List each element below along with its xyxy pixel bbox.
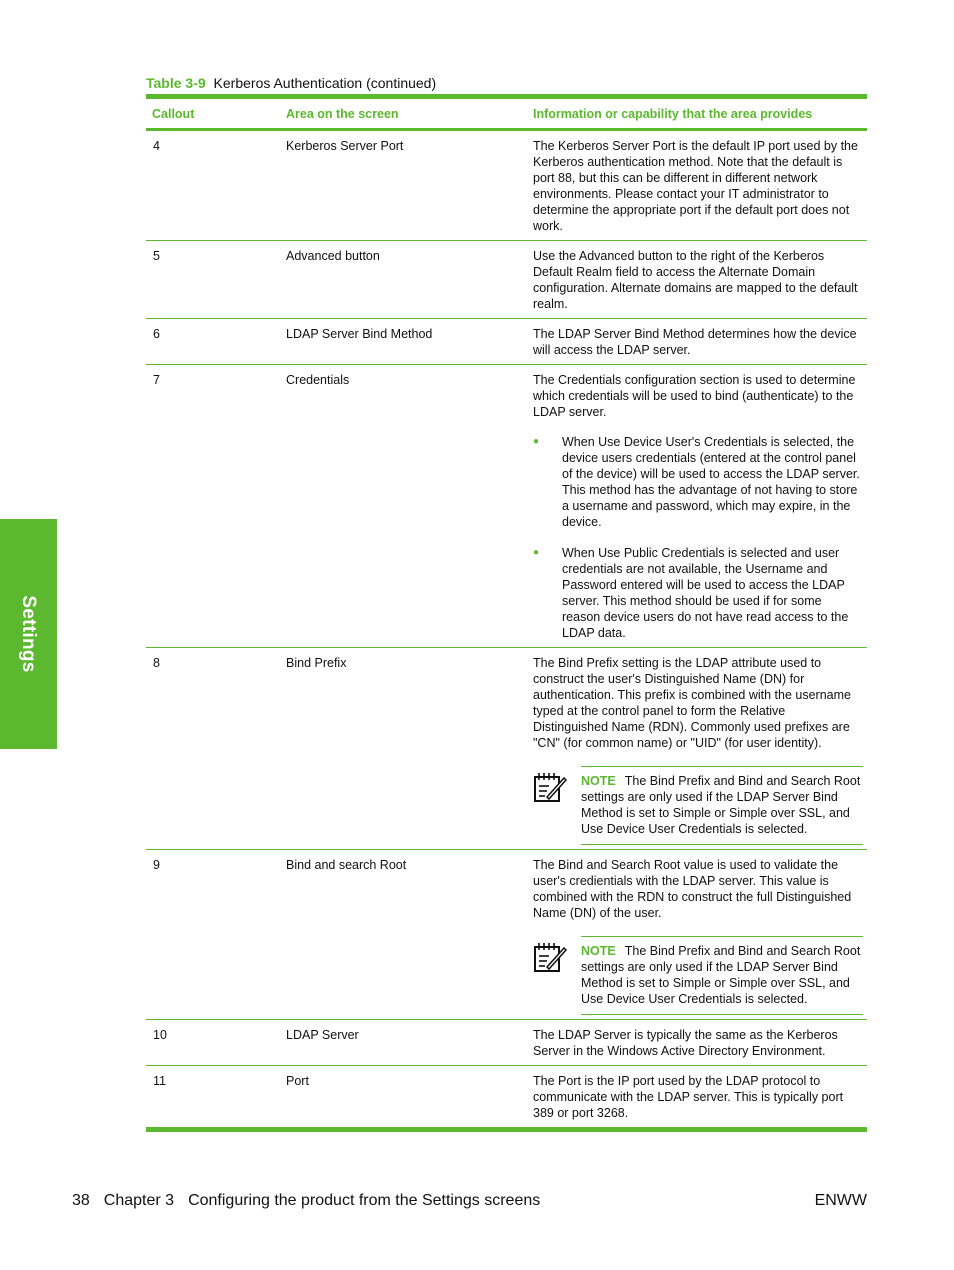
area-cell: Advanced button — [286, 249, 380, 263]
info-cell — [533, 138, 867, 233]
chapter-title: Configuring the product from the Settings screens — [188, 1192, 541, 1209]
info-text: The Kerberos Server Port is the default IP port used by the Kerberos authentication method. Note that the default is port 88, but this can be different in different network environments. Please contact your IT administrator to determine the appropriate port if the default port does not work. — [533, 139, 858, 233]
table-row — [146, 850, 867, 1020]
info-text: The Port is the IP port used by the LDAP protocol to communicate with the LDAP server. This is typically port 389 or port 3268. — [533, 1074, 844, 1120]
info-text: The Bind Prefix setting is the LDAP attribute used to construct the user's Distinguished Name (DN) for authentication. This prefix is combined with the username typed at the control panel to form the Relative Distinguished Name (RDN). Commonly used prefixes are "CN" (for common name) or "UID" (for user identity). — [533, 656, 851, 750]
area-cell: LDAP Server Bind Method — [286, 327, 433, 341]
callout-cell: 11 — [153, 1074, 166, 1088]
table-row — [146, 131, 867, 241]
table-row — [146, 365, 867, 648]
table-row — [146, 1066, 867, 1127]
area-cell: LDAP Server — [286, 1028, 359, 1042]
table-number: Table 3-9 — [146, 75, 206, 91]
bullet-item: ● When Use Device User's Credentials is selected, the device users credentials (entered at the control panel of the device) will be used to access the LDAP server. This method has the advantage of not having to store a username and password, which may expire, in the device. — [533, 434, 863, 530]
note-body — [581, 766, 863, 845]
info-text: The LDAP Server Bind Method determines how the device will access the LDAP server. — [533, 327, 857, 357]
callout-cell: 8 — [153, 656, 160, 670]
note-text: The Bind Prefix and Bind and Search Root settings are only used if the LDAP Server Bind Method is set to Simple or Simple over SSL, and Use Device User Credentials is selected. — [581, 774, 861, 836]
page-footer — [72, 1192, 867, 1210]
note-label: NOTE — [581, 774, 616, 788]
table-caption — [146, 75, 436, 91]
header-area: Area on the screen — [286, 106, 399, 121]
table-row — [146, 241, 867, 319]
info-cell — [533, 655, 867, 842]
header-info: Information or capability that the area provides — [533, 106, 813, 121]
note-label: NOTE — [581, 944, 616, 958]
bullet-item: ● When Use Public Credentials is selected and user credentials are not available, the Username and Password entered will be used to access the LDAP server. This method should be used if for some reason device users do not have read access to the LDAP data. — [533, 545, 863, 641]
callout-cell: 4 — [153, 139, 160, 153]
callout-cell: 10 — [153, 1028, 167, 1042]
page-number: 38 — [72, 1192, 90, 1209]
info-cell — [533, 248, 867, 311]
kerberos-table — [146, 94, 867, 1132]
table-row — [146, 319, 867, 365]
table-header-row — [146, 99, 867, 131]
info-cell — [533, 1027, 867, 1058]
bullet-list — [533, 434, 863, 641]
info-text: The Credentials configuration section is used to determine which credentials will be used to bind (authenticate) to the LDAP server. — [533, 373, 856, 419]
settings-side-tab — [0, 519, 57, 749]
info-cell — [533, 372, 867, 640]
table-row — [146, 1020, 867, 1066]
note-pad-icon — [533, 941, 567, 973]
info-cell — [533, 1073, 867, 1120]
footer-left — [72, 1192, 554, 1210]
area-cell: Bind Prefix — [286, 656, 347, 670]
info-cell — [533, 857, 867, 1012]
info-text: Use the Advanced button to the right of the Kerberos Default Realm field to access the Alternate Domain configuration. Alternate domains are mapped to the default realm. — [533, 249, 858, 311]
area-cell: Credentials — [286, 373, 350, 387]
callout-cell: 6 — [153, 327, 160, 341]
area-cell: Bind and search Root — [286, 858, 407, 872]
note-pad-icon — [533, 771, 567, 803]
footer-locale: ENWW — [814, 1192, 867, 1209]
info-text: The Bind and Search Root value is used to validate the user's credientials with the LDAP server. This value is combined with the RDN to construct the full Distinguished Name (DN) of the user. — [533, 858, 852, 920]
callout-cell: 5 — [153, 249, 160, 263]
side-tab-label: Settings — [18, 595, 39, 673]
area-cell: Port — [286, 1074, 309, 1088]
note-text: The Bind Prefix and Bind and Search Root settings are only used if the LDAP Server Bind Method is set to Simple or Simple over SSL, and Use Device User Credentials is selected. — [581, 944, 861, 1006]
chapter-label: Chapter 3 — [103, 1192, 175, 1209]
note-box — [533, 936, 863, 1015]
callout-cell: 9 — [153, 858, 160, 872]
info-cell — [533, 326, 867, 357]
header-callout: Callout — [152, 106, 195, 121]
table-title: Kerberos Authentication (continued) — [213, 75, 437, 91]
note-box — [533, 766, 863, 845]
area-cell: Kerberos Server Port — [286, 139, 404, 153]
info-text: The LDAP Server is typically the same as the Kerberos Server in the Windows Active Directory Environment. — [533, 1028, 838, 1058]
note-body — [581, 936, 863, 1015]
table-row — [146, 648, 867, 850]
callout-cell: 7 — [153, 373, 160, 387]
